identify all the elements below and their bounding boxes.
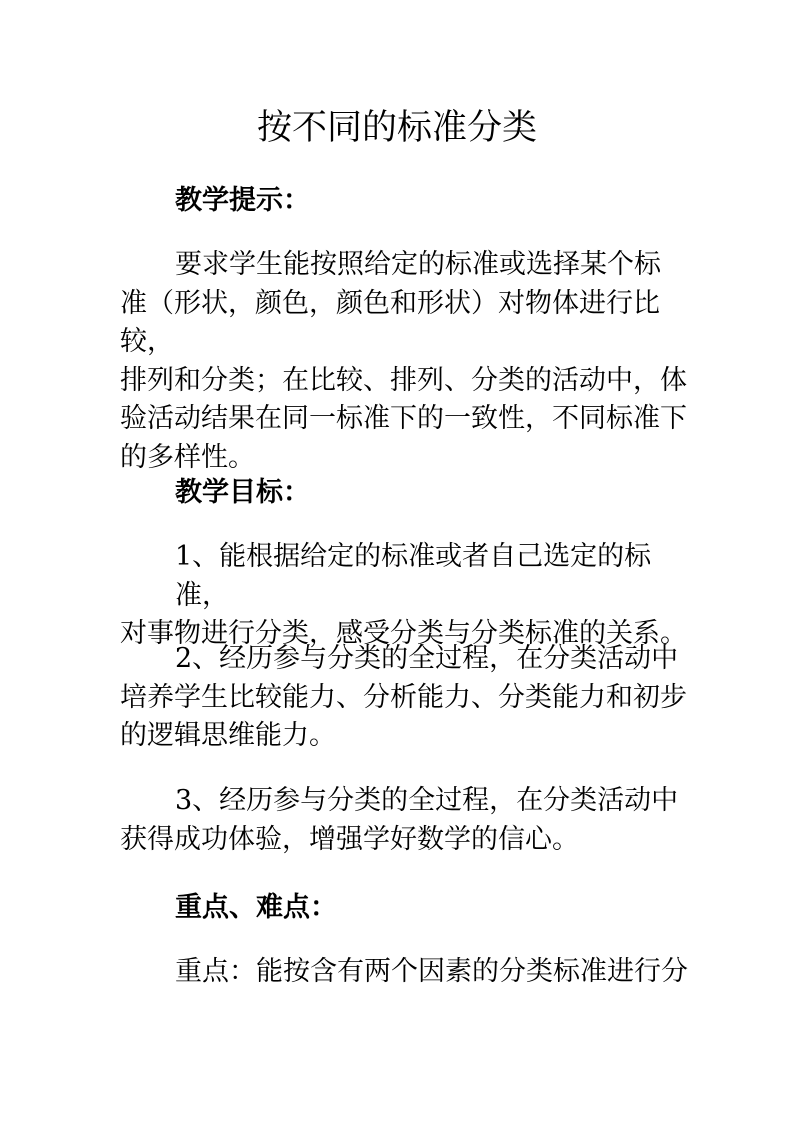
goal-line: 获得成功体验，增强学好数学的信心。 — [120, 823, 579, 855]
goal-item-3 — [120, 782, 690, 859]
goal-item-2 — [120, 640, 690, 756]
section-heading-goals: 教学目标： — [175, 477, 310, 508]
tips-paragraph — [120, 246, 690, 477]
goal-line: 培养学生比较能力、分析能力、分类能力和初步 — [120, 681, 687, 713]
tips-line: 验活动结果在同一标准下的一致性，不同标准下 — [120, 403, 687, 434]
goal-line: 3、经历参与分类的全过程，在分类活动中 — [175, 785, 679, 816]
goal-line: 对事物进行分类，感受分类与分类标准的关系。 — [120, 618, 687, 649]
tips-line: 要求学生能按照给定的标准或选择某个标 — [175, 249, 661, 280]
tips-line: 排列和分类；在比较、排列、分类的活动中，体 — [120, 364, 687, 396]
section-heading-keypoints: 重点、难点： — [175, 892, 337, 923]
tips-line: 的多样性。 — [120, 441, 255, 473]
tips-line: 准（形状，颜色，颜色和形状）对物体进行比较， — [120, 287, 660, 357]
keypoints-paragraph — [120, 953, 690, 992]
document-title: 按不同的标准分类 — [256, 108, 537, 148]
goal-line: 的逻辑思维能力。 — [120, 720, 336, 751]
goal-line: 1、能根据给定的标准或者自己选定的标准， — [175, 541, 652, 611]
goal-item-1 — [120, 538, 690, 654]
keypoints-line: 重点：能按含有两个因素的分类标准进行分 — [175, 956, 688, 987]
goal-line: 2、经历参与分类的全过程，在分类活动中 — [175, 643, 679, 674]
section-heading-tips: 教学提示： — [175, 185, 310, 216]
